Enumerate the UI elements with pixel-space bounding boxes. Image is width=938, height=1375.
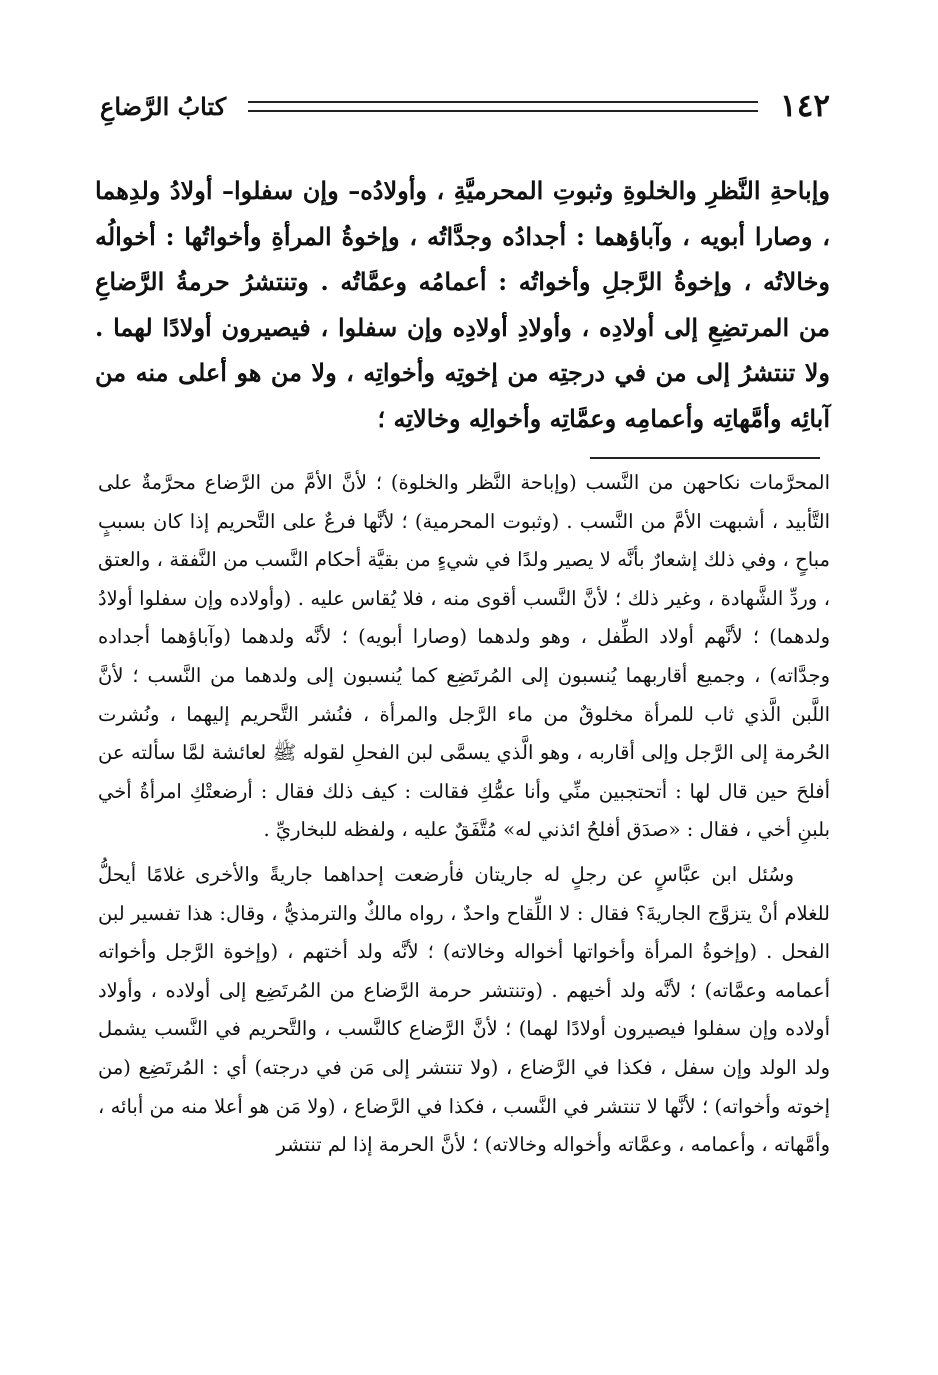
running-title: كتابُ الرَّضاعِ — [100, 91, 227, 121]
main-text-block — [95, 168, 830, 441]
header-rule — [248, 101, 758, 112]
commentary-paragraph-2: وسُئل ابن عبَّاسٍ عن رجلٍ له جاريتان فأرضعت إحداهما جاريةً والأخرى غلامًا أيحلُّ للغلام أنْ يتزوَّج الجاريةَ؟ فقال : لا اللِّقاح واحدٌ ، رواه مالكٌ والترمذيُّ ، وقال: هذا تفسير لبن الفحل . (وإخوةُ المرأة وأخواتها أخواله وخالاته) ؛ لأنَّه ولد أختهم ، (وإخوة الرَّجل وأخواته أعمامه وعمَّاته) ؛ لأنَّه ولد أخيهم . (وتنتشر حرمة الرَّضاع من المُرتَضِع إلى أولاده ، وأولاد أولاده وإن سفلوا فيصيرون أولادًا لهما) ؛ لأنَّ الرَّضاع كالنَّسب ، والتَّحريم في النَّسب يشمل ولد الولد وإن سفل ، فكذا في الرَّضاع ، (ولا تنتشر إلى مَن في درجته) أي : المُرتَضِع (من إخوته وأخواته) ؛ لأنَّها لا تنتشر في النَّسب ، فكذا في الرَّضاع ، (ولا مَن هو أعلا منه من أبائه ، وأمَّهاته ، وأعمامه ، وعمَّاته وأخواله وخالاته) ؛ لأنَّ الحرمة إذا لم تنتشر — [98, 862, 830, 1157]
page-number: ١٤٢ — [780, 88, 830, 124]
commentary-block — [98, 464, 830, 1165]
main-text: وإباحةِ النَّظرِ والخلوةِ وثبوتِ المحرميَّةِ ، وأولادُه– وإن سفلوا– أولادُ ولدِهما ، وصارا أبويه ، وآباؤهما : أجدادُه وجدَّاتُه ، وإخوةُ المرأةِ وأخواتُها : أخوالُه وخالاتُه ، وإخوةُ الرَّجلِ وأخواتُه : أعمامُه وعمَّاتُه . وتنتشرُ حرمةُ الرَّضاعِ من المرتضِعِ إلى أولادِه ، وأولادِ أولادِه وإن سفلوا ، فيصيرون أولادًا لهما . ولا تنتشرُ إلى من في درجتِه من إخوتِه وأخواتِه ، ولا من هو أعلى منه من آبائِه وأمَّهاتِه وأعمامِه وعمَّاتِه وأخوالِه وخالاتِه ؛ — [95, 176, 831, 433]
commentary-paragraph-1: المحرَّمات نكاحهن من النَّسب (وإباحة النَّظر والخلوة) ؛ لأنَّ الأمَّ من الرَّضاع محرَّمةٌ على التَّأبيد ، أشبهت الأمَّ من النَّسب . (وثبوت المحرمية) ؛ لأنَّها فرعٌ على التَّحريم إذا كان بسببٍ مباحٍ ، وفي ذلك إشعارٌ بأنَّه لا يصير ولدًا في شيءٍ من بقيَّة أحكام النَّسب من النَّفقة ، والعتق ، وردِّ الشَّهادة ، وغير ذلك ؛ لأنَّ النَّسب أقوى منه ، فلا يُقاس عليه . (وأولاده وإن سفلوا أولادُ ولدهما) ؛ لأنَّهم أولاد الطِّفل ، وهو ولدهما (وصارا أبويه) ؛ لأنَّه ولدهما (وآباؤهما أجداده وجدَّاته) ، وجميع أقاربهما يُنسبون إلى المُرتَضِع كما يُنسبون إلى ولدهما من النَّسب ؛ لأنَّ اللَّبن الَّذي ثاب للمرأة مخلوقٌ من ماء الرَّجل والمرأة ، فنُشر التَّحريم إليهما ، ونُشرت الحُرمة إلى الرَّجل وإلى أقاربه ، وهو الَّذي يسمَّى لبن الفحلِ لقوله ﷺ لعائشة لمَّا سألته عن أفلحَ حين قال لها : أتحتجبين منِّي وأنا عمُّكِ فقالت : كيف ذلك فقال : أرضعتْكِ امرأةُ أخي بلبنِ أخي ، فقال : «صدَق أفلحُ ائذني له» مُتَّفَقٌ عليه ، ولفظه للبخاريِّ . — [98, 471, 830, 842]
page-header — [100, 86, 830, 126]
commentary-separator — [590, 457, 820, 459]
